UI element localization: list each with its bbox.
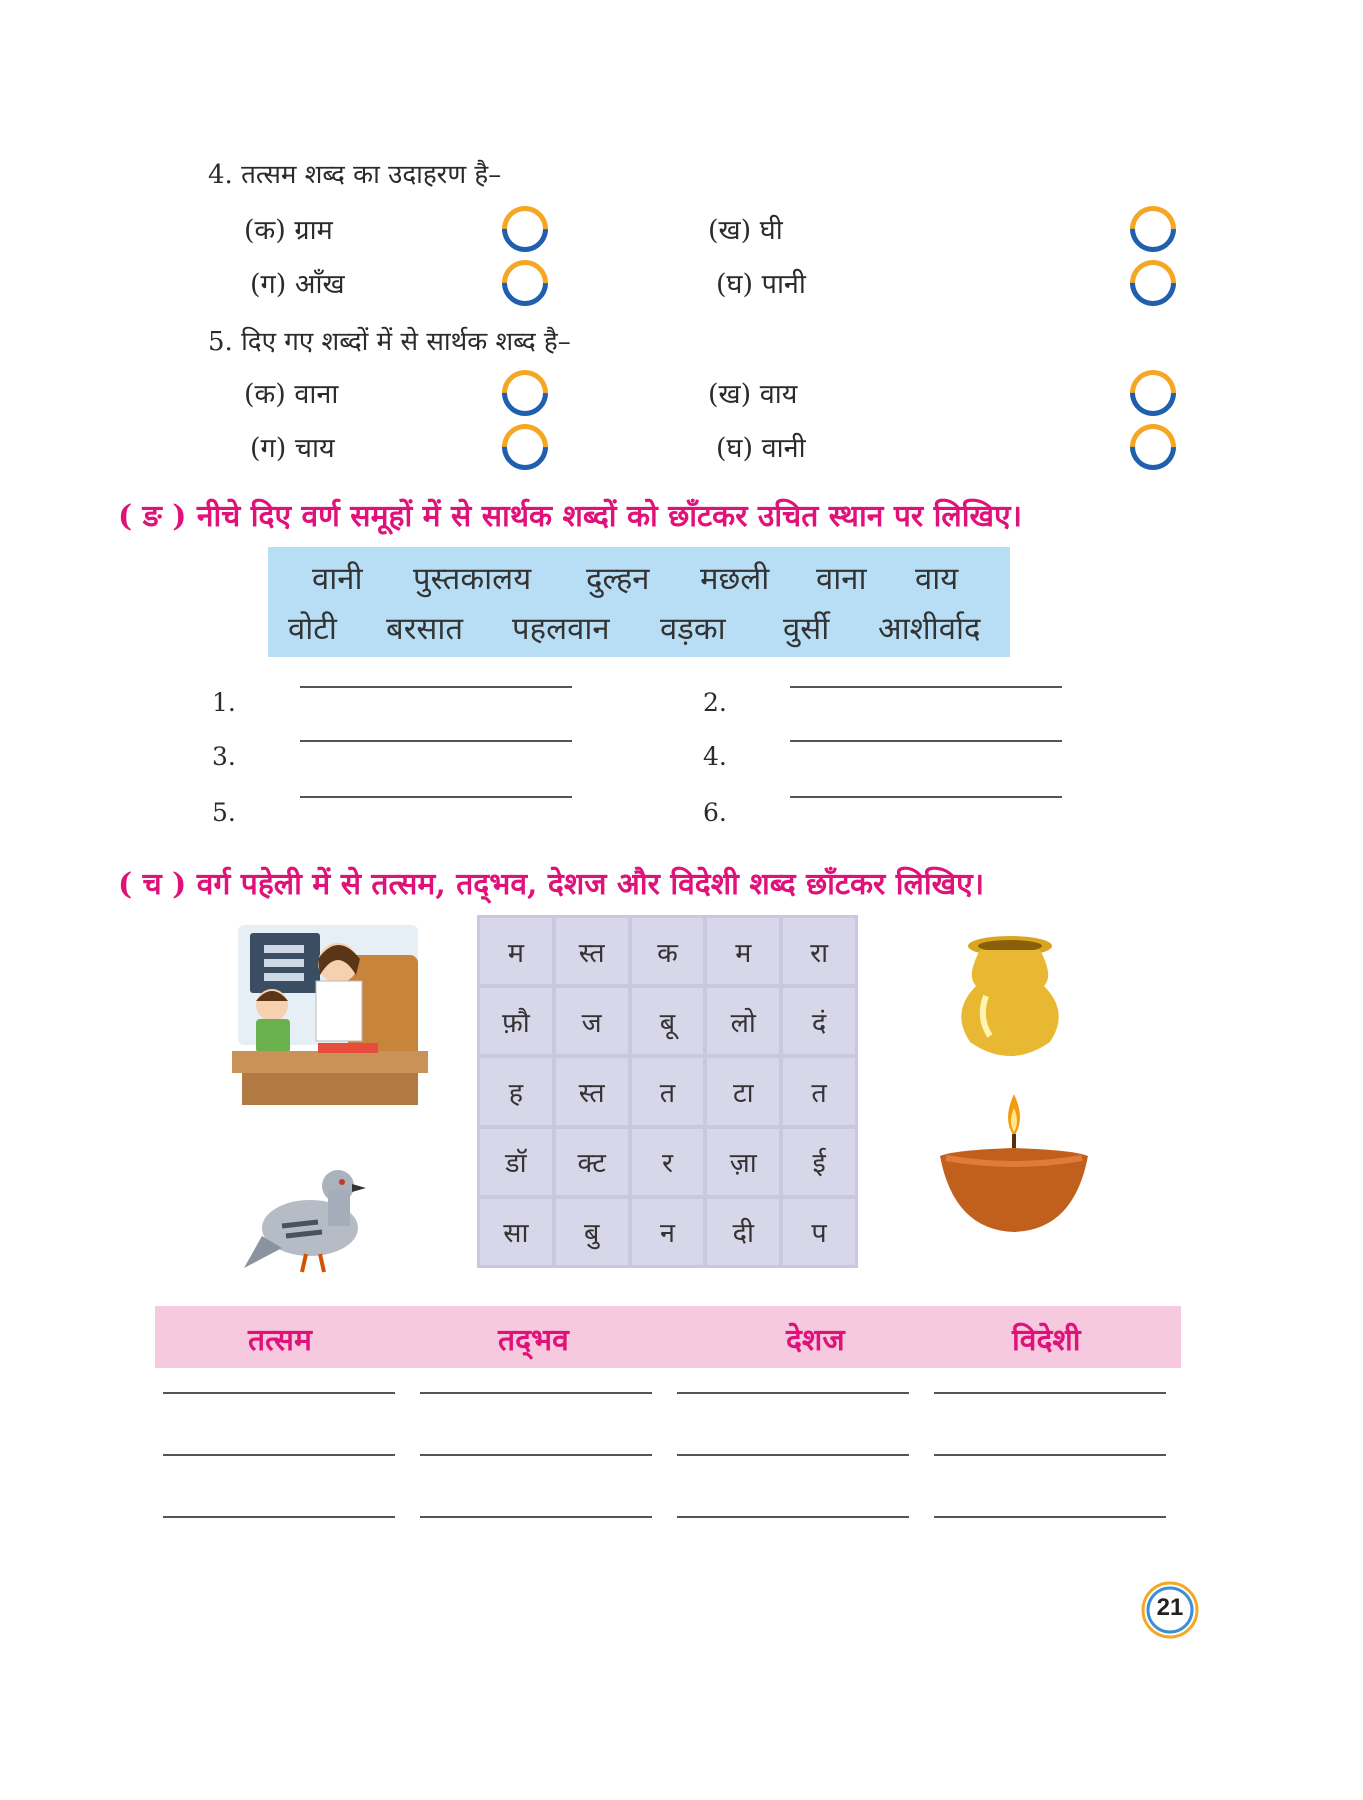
- answer-line[interactable]: [677, 1454, 909, 1456]
- word: वड़का: [660, 611, 726, 647]
- puzzle-cell: ह: [480, 1058, 552, 1124]
- answer-line[interactable]: [790, 740, 1062, 742]
- answer-line[interactable]: [300, 740, 572, 742]
- q4-option-ga-radio[interactable]: [492, 250, 557, 315]
- puzzle-cell: त: [632, 1058, 704, 1124]
- puzzle-cell: रा: [783, 918, 855, 984]
- q5-option-gha: (घ) वानी: [716, 433, 806, 464]
- q5-option-ga: (ग) चाय: [250, 433, 335, 464]
- q4-option-ka: (क) ग्राम: [244, 215, 333, 246]
- answer-line[interactable]: [300, 796, 572, 798]
- puzzle-cell: ज: [556, 988, 628, 1054]
- q5-option-kha: (ख) वाय: [708, 379, 798, 410]
- answer-line[interactable]: [790, 686, 1062, 688]
- answer-line[interactable]: [934, 1454, 1166, 1456]
- puzzle-cell: त: [783, 1058, 855, 1124]
- puzzle-cell: ज़ा: [707, 1129, 779, 1195]
- header-tadbhav: तद्‌भव: [498, 1323, 569, 1358]
- puzzle-cell: लो: [707, 988, 779, 1054]
- word: आशीर्वाद: [878, 611, 981, 647]
- puzzle-cell: टा: [707, 1058, 779, 1124]
- puzzle-cell: दी: [707, 1199, 779, 1265]
- puzzle-cell: र: [632, 1129, 704, 1195]
- puzzle-cell: बू: [632, 988, 704, 1054]
- answer-line[interactable]: [300, 686, 572, 688]
- answer-line[interactable]: [677, 1516, 909, 1518]
- answer-line[interactable]: [420, 1516, 652, 1518]
- answer-number: 1.: [212, 688, 236, 717]
- puzzle-cell: क: [632, 918, 704, 984]
- answer-number: 2.: [703, 688, 727, 717]
- puzzle-cell: ई: [783, 1129, 855, 1195]
- word: वुर्सी: [783, 611, 830, 647]
- puzzle-cell: क्ट: [556, 1129, 628, 1195]
- answer-line[interactable]: [163, 1454, 395, 1456]
- answer-line[interactable]: [934, 1392, 1166, 1394]
- word: वाय: [915, 561, 959, 597]
- answer-line[interactable]: [790, 796, 1062, 798]
- answer-line[interactable]: [420, 1392, 652, 1394]
- question-5: 5. दिए गए शब्दों में से सार्थक शब्द है–: [208, 327, 571, 357]
- word: पुस्तकालय: [413, 561, 532, 597]
- diya-illustration: [934, 1090, 1094, 1240]
- answer-line[interactable]: [420, 1454, 652, 1456]
- answer-number: 4.: [703, 742, 727, 771]
- puzzle-cell: म: [707, 918, 779, 984]
- answer-number: 5.: [212, 798, 236, 827]
- word: मछली: [700, 561, 770, 597]
- puzzle-cell: म: [480, 918, 552, 984]
- puzzle-cell: डॉ: [480, 1129, 552, 1195]
- answer-number: 3.: [212, 742, 236, 771]
- pot-illustration: [946, 932, 1074, 1062]
- page-number-badge: [1140, 1580, 1200, 1640]
- q5-option-ka: (क) वाना: [244, 379, 339, 410]
- puzzle-cell: दं: [783, 988, 855, 1054]
- header-videshi: विदेशी: [1012, 1323, 1081, 1358]
- q4-option-gha: (घ) पानी: [716, 269, 806, 300]
- puzzle-cell: सा: [480, 1199, 552, 1265]
- q5-option-ka-radio[interactable]: [492, 360, 557, 425]
- header-tatsam: तत्सम: [248, 1323, 312, 1358]
- section-ch-heading: ( च ) वर्ग पहेली में से तत्सम, तद्‌भव, देशज और विदेशी शब्द छाँटकर लिखिए।: [118, 867, 985, 902]
- q5-option-ga-radio[interactable]: [492, 414, 557, 479]
- puzzle-cell: फ़ौ: [480, 988, 552, 1054]
- answer-number: 6.: [703, 798, 727, 827]
- answer-line[interactable]: [163, 1516, 395, 1518]
- header-deshaj: देशज: [786, 1323, 845, 1358]
- word-box: [268, 547, 1010, 657]
- answer-line[interactable]: [677, 1392, 909, 1394]
- answer-line[interactable]: [163, 1392, 395, 1394]
- word: बरसात: [386, 611, 464, 647]
- puzzle-cell: स्त: [556, 1058, 628, 1124]
- page-number: 21: [1156, 1594, 1184, 1621]
- word: पहलवान: [512, 611, 610, 647]
- puzzle-cell: न: [632, 1199, 704, 1265]
- q4-option-ga: (ग) आँख: [250, 269, 345, 300]
- word-puzzle-grid: [477, 915, 858, 1268]
- q5-option-kha-radio[interactable]: [1120, 360, 1185, 425]
- word: वाना: [816, 561, 867, 597]
- word: दुल्हन: [586, 561, 650, 597]
- doctor-illustration: [228, 915, 433, 1110]
- pigeon-illustration: [242, 1140, 382, 1280]
- q4-option-ka-radio[interactable]: [492, 196, 557, 261]
- section-e-heading: ( ङ ) नीचे दिए वर्ण समूहों में से सार्थक शब्दों को छाँटकर उचित स्थान पर लिखिए।: [118, 499, 1022, 534]
- puzzle-cell: बु: [556, 1199, 628, 1265]
- q4-option-kha: (ख) घी: [708, 215, 783, 246]
- puzzle-cell: स्त: [556, 918, 628, 984]
- answer-line[interactable]: [934, 1516, 1166, 1518]
- question-4: 4. तत्सम शब्द का उदाहरण है–: [208, 160, 502, 190]
- word: वोटी: [288, 611, 337, 647]
- q4-option-gha-radio[interactable]: [1120, 250, 1185, 315]
- puzzle-cell: प: [783, 1199, 855, 1265]
- q5-option-gha-radio[interactable]: [1120, 414, 1185, 479]
- q4-option-kha-radio[interactable]: [1120, 196, 1185, 261]
- word: वानी: [312, 561, 363, 597]
